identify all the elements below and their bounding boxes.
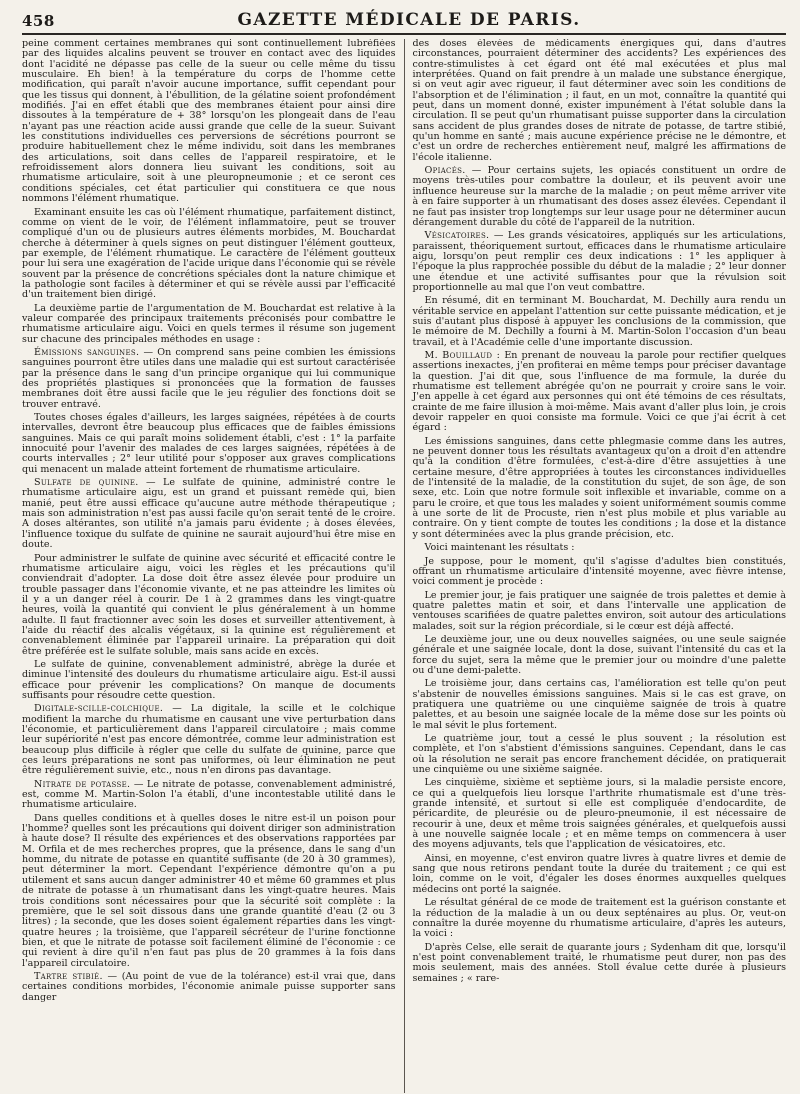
- paragraph: Je suppose, pour le moment, qu'il s'agisse d'adultes bien constitués, offrant un rhumatisme articulaire d'intensité moyenne, avec fièvre intense, voici comment je procède :: [412, 555, 786, 588]
- paragraph-text: — Les grands vésicatoires, appliqués sur les articulations, paraissent, théoriquement surtout, efficaces dans le rhumatisme articulaire aigu, lorsqu'on peut remplir ces deux indications : 1° les appliquer à l'époque la plus rapprochée possible du début de la maladie ; 2° leur donner une étendue et une activité suffisantes pour que la révulsion soit proportionnelle au mal que l'on veut combattre.: [412, 230, 786, 293]
- paragraph-text: — La digitale, la scille et le colchique modifient la marche du rhumatisme en causant une vive perturbation dans l'économie, et particulièrement dans l'appareil circulatoire ; mais comme leur supériorité n'est pas encore démontrée, comme leur administration est beaucoup plus difficile à régler que celle du sulfate de quinine, parce que ces leurs préparations ne sont pas uniformes, où leur élimination ne peut être régulièrement suivie, etc., nous n'en dirons pas davantage.: [22, 703, 396, 777]
- section-heading: Digitale-scille-colchique.: [34, 703, 164, 715]
- paragraph: [413, 166, 787, 228]
- paragraph: [22, 704, 396, 776]
- paragraph: Dans quelles conditions et à quelles doses le nitre est-il un poison pour l'homme? quelles sont les précautions qui doivent diriger son administration à haute dose? Il résulte des expériences et des observations rapportées par M. Orfila et de mes recherches propres, que la présence, dans le sang d'un homme, du nitrate de potasse en quantité suffisante (de 20 à 30 grammes), peut déterminer la mort. Cependant l'expérience démontre qu'on a pu utilement et sans aucun danger administrer 40 et même 60 grammes et plus de nitrate de potasse à un rhumatisant dans les vingt-quatre heures. Mais trois conditions sont nécessaires pour que la sécurité soit complète : la première, que le sel soit dissous dans une grande quantité d'eau (2 ou 3 litres) ; la seconde, que les doses soient également réparties dans les vingt-quatre heures ; la troisième, que l'appareil sécréteur de l'urine fonctionne bien, et que le nitrate de potasse soit facilement éliminé de l'économie : ce qui revient à dire qu'il n'en faut pas plus de 20 grammes à la fois dans l'appareil circulatoire.: [22, 812, 396, 969]
- paragraph: Pour administrer le sulfate de quinine avec sécurité et efficacité contre le rhumatisme articulaire aigu, voici les règles et les précautions qu'il conviendrait d'adopter. La dose doit être assez élevée pour produire un trouble passager dans l'économie vivante, et ne pas atteindre les limites où il y a un danger réel à courir. De 1 à 2 grammes dans les vingt-quatre heures, voilà la quantité qui convient le plus généralement à un homme adulte. Il faut fractionner avec soin les doses et surveiller attentivement, à l'aide du réactif des alcalis végétaux, si la quinine est régulièrement et convenablement éliminée par l'appareil urinaire. La préparation qui doit être préférée est le sulfate soluble, mais sans acide en excès.: [22, 552, 396, 657]
- paragraph: Toutes choses égales d'ailleurs, les larges saignées, répétées à de courts intervalles, devront être beaucoup plus efficaces que de faibles émissions sanguines. Mais ce qui paraît moins solidement établi, c'est : 1° la parfaite innocuité pour l'avenir des malades de ces larges saignées, répétées à de courts intervalles ; 2° leur utilité pour s'opposer aux graves complications qui menacent un malade atteint fortement de rhumatisme articulaire.: [22, 412, 396, 475]
- paragraph: Le premier jour, je fais pratiquer une saignée de trois palettes et demie à quatre palettes matin et soir, et dans l'intervalle une application de ventouses scarifiées de quatre palettes environ, soit autour des articulations malades, soit sur la région précordiale, si le cœur est déjà affecté.: [412, 589, 786, 632]
- paragraph-text: — Le sulfate de quinine, administré contre le rhumatisme articulaire aigu, est un grand et puissant remède qui, bien manié, peut être aussi efficace qu'aucune autre méthode thérapeutique ; mais son administration n'est pas aussi facile qu'on serait tenté de le croire. A doses altérantes, son utilité n'a jamais paru évidente ; à doses élevées, l'influence toxique du sulfate de quinine ne saurait aujourd'hui être mise en doute.: [22, 477, 396, 551]
- page-header: [22, 6, 786, 30]
- section-heading: Vésicatoires.: [424, 230, 490, 242]
- paragraph: Le quatrième jour, tout a cessé le plus souvent ; la résolution est complète, et l'on s'abstient d'émissions sanguines. Cependant, dans le cas où la résolution ne serait pas encore franchement décidée, on pratiquerait une cinquième ou une sixième saignée.: [412, 733, 786, 776]
- right-column: [405, 39, 787, 1093]
- paragraph: Ainsi, en moyenne, c'est environ quatre livres à quatre livres et demie de sang que nous retirons pendant toute la durée du traitement ; ce qui est loin, comme on le voit, d'égaler les doses énormes auxquelles quelques médecins ont porté la saignée.: [412, 852, 786, 895]
- paragraph: Le sulfate de quinine, convenablement administré, abrège la durée et diminue l'intensité des douleurs du rhumatisme articulaire aigu. Est-il aussi efficace pour prévenir les complications? On manque de documents suffisants pour résoudre cette question.: [22, 658, 396, 701]
- section-heading: Opiacés.: [424, 165, 466, 177]
- paragraph-text: — On comprend sans peine combien les émissions sanguines pourront être utiles dans une maladie qui est surtout caractérisée par la présence dans le sang d'un principe organique qui lui communique des propriétés plastiques si prononcées que la formation de fausses membranes doit être aussi facile que le jeu régulier des fonctions doit se trouver entravé.: [22, 346, 396, 410]
- section-heading: Émissions sanguines.: [34, 346, 140, 358]
- paragraph-text: En prenant de nouveau la parole pour rectifier quelques assertions inexactes, j'en profiterai en même temps pour préciser davantage la question. J'ai dit que, sous l'influence de ma formule, la durée du rhumatisme est tellement abrégée qu'on ne pourrait y croire sans le voir. J'en appelle à cet égard aux personnes qui ont été témoins de ces résultats, crainte de me faire illusion à moi-même. Mais avant d'aller plus loin, je crois devoir rappeler en quoi consiste ma formule. Voici ce que j'ai écrit à cet égard :: [412, 349, 786, 434]
- paragraph: D'après Celse, elle serait de quarante jours ; Sydenham dit que, lorsqu'il n'est point convenablement traité, le rhumatisme peut durer, non pas des mois seulement, mais des années. Stoll évalue cette durée à plusieurs semaines ; « rare-: [412, 941, 786, 984]
- paragraph-text: — Le nitrate de potasse, convenablement administré, est, comme M. Martin-Solon l'a établi, d'une incontestable utilité dans le rhumatisme articulaire.: [22, 778, 396, 811]
- paragraph: Les cinquième, sixième et septième jours, si la maladie persiste encore, ce qui a quelquefois lieu lorsque l'arthrite rhumatismale est d'une très-grande intensité, et surtout si elle est compliquée d'endocardite, de péricardite, de pleurésie ou de pleuro-pneumonie, il est nécessaire de recourir à une, deux et même trois saignées générales, et quelquefois aussi à une nouvelle saignée locale ; et en même temps on commencera à user des moyens adjuvants, tels que l'application de vésicatoires, etc.: [412, 777, 786, 851]
- section-heading: Sulfate de quinine.: [34, 477, 139, 489]
- paragraph: Le résultat général de ce mode de traitement est la guérison constante et la réduction de la maladie à un ou deux septénaires au plus. Or, veut-on connaître la durée moyenne du rhumatisme articulaire, d'après les auteurs, la voici :: [412, 897, 786, 940]
- paragraph: [22, 348, 396, 410]
- paragraph-text: — Pour certains sujets, les opiacés constituent un ordre de moyens très-utiles pour combattre la douleur, et ils peuvent avoir une influence heureuse sur la marche de la maladie ; on peut même arriver vite à en faire supporter à un rhumatisant des doses assez élevées. Cependant il ne faut pas insister trop longtemps sur leur usage pour ne déterminer aucun dérangement durable du côté de l'appareil de la nutrition.: [412, 165, 786, 228]
- speaker-name: M. Bouillaud :: [424, 349, 501, 361]
- paragraph: Examinant ensuite les cas où l'élément rhumatique, parfaitement distinct, comme on vient de le voir, de l'élément inflammatoire, peut se trouver compliqué d'un ou de plusieurs autres éléments morbides, M. Bouchardat cherche à déterminer à quels signes on peut distinguer l'élément goutteux, par exemple, de l'élément rhumatique. Le caractère de l'élément goutteux pour lui sera une exagération de l'acide urique dans l'économie qui se révèle souvent par la présence de concrétions spéciales dont la nature chimique et la pathologie sont faciles à déterminer et qui se révèle aussi par l'efficacité d'un traitement bien dirigé.: [22, 206, 396, 301]
- paragraph: Le deuxième jour, une ou deux nouvelles saignées, ou une seule saignée générale et une saignée locale, dont la dose, suivant l'intensité du cas et la force du sujet, sera la même que le premier jour ou moindre d'une palette ou d'une demi-palette.: [412, 633, 786, 676]
- page-number: 458: [22, 12, 55, 30]
- paragraph: [413, 351, 787, 434]
- paragraph: peine comment certaines membranes qui sont continuellement lubréfiées par des liquides alcalins peuvent se trouver en contact avec des liquides dont l'acidité ne dépasse pas celle de la sueur ou celle même du tissu musculaire. Eh bien! à la température du corps de l'homme cette modification, qui paraît n'avoir aucune importance, suffit cependant pour que les tissus qui donnent, à l'ébullition, de la gélatine soient profondément modifiés. J'ai en effet établi que des membranes étaient pour ainsi dire dissoutes à la température de + 38° lorsqu'on les plongeait dans de l'eau n'ayant pas une réaction acide aussi grande que celle de la sueur. Suivant les constitutions individuelles ces perversions de sécrétions pourront se produire habituellement chez le même individu, soit dans les membranes des articulations, soit dans celles de l'appareil respiratoire, et le refroidissement alors donnera lieu suivant les conditions, soit au rhumatisme articulaire, soit à une pleuropneumonie ; et ce seront ces conditions spéciales, cet état particulier qui constituera ce que nous nommons l'élément rhumatique.: [22, 39, 396, 205]
- journal-title: GAZETTE MÉDICALE DE PARIS.: [237, 10, 581, 30]
- header-rule: [22, 33, 786, 35]
- paragraph: Voici maintenant les résultats :: [424, 542, 575, 554]
- paragraph: Le troisième jour, dans certains cas, l'amélioration est telle qu'on peut s'abstenir de nouvelles émissions sanguines. Mais si le cas est grave, on pratiquera une quatrième ou une cinquième saignée de trois à quatre palettes, et au besoin une saignée locale de la même dose sur les points où le mal sévit le plus fortement.: [412, 678, 786, 731]
- left-column: [22, 39, 404, 1093]
- section-heading: Nitrate de potasse.: [34, 778, 131, 790]
- paragraph-text: — (Au point de vue de la tolérance) est-il vrai que, dans certaines conditions morbides, l'économie animale puisse supporter sans danger: [22, 970, 396, 1003]
- paragraph: [413, 231, 787, 293]
- paragraph: [22, 972, 396, 1003]
- paragraph: Les émissions sanguines, dans cette phlegmasie comme dans les autres, ne peuvent donner tous les résultats avantageux qu'on a droit d'en attendre qu'à la condition d'être formulées, c'est-à-dire d'être assujetties à une certaine mesure, d'être appropriées à toutes les circonstances individuelles de l'intensité de la maladie, de la constitution du sujet, de son âge, de son sexe, etc. Loin que notre formule soit inflexible et invariable, comme on a paru le croire, et que tous les malades y soient uniformément soumis comme à une sorte de lit de Procuste, rien n'est plus mobile et plus variable au contraire. On y tient compte de toutes les conditions ; la dose et la distance y sont déterminées avec la plus grande précision, etc.: [412, 435, 786, 540]
- paragraph: La deuxième partie de l'argumentation de M. Bouchardat est relative à la valeur comparée des principaux traitements préconisés pour combattre le rhumatisme articulaire aigu. Voici en quels termes il résume son jugement sur chacune des principales méthodes en usage :: [22, 302, 396, 345]
- section-heading: Tartre stibié.: [34, 970, 103, 982]
- paragraph: [22, 478, 396, 550]
- paragraph: des doses élevées de médicaments énergiques qui, dans d'autres circonstances, pourraient déterminer des accidents? Les expériences des contre-stimulistes à cet égard ont été mal exécutées et plus mal interprétées. Quand on fait prendre à un malade une substance énergique, si on veut agir avec rigueur, il faut déterminer avec soin les conditions de l'absorption et de l'élimination ; il faut, en un mot, connaître la quantité qui peut, dans un moment donné, exister impunément à l'état soluble dans la circulation. Il se peut qu'un rhumatisant puisse supporter dans la circulation sans accident de plus grandes doses de nitrate de potasse, de tartre stibié, qu'un homme en santé ; mais aucune expérience précise ne le démontre, et c'est un ordre de recherches entièrement neuf, malgré les affirmations de l'école italienne.: [412, 39, 786, 163]
- article-columns: [22, 39, 786, 1093]
- paragraph: En résumé, dit en terminant M. Bouchardat, M. Dechilly aura rendu un véritable service en appelant l'attention sur cette puissante médication, et je suis d'autant plus disposé à appuyer les conclusions de la commission, que le mémoire de M. Dechilly a fourni à M. Martin-Solon l'occasion d'un beau travail, et à l'Académie celle d'une importante discussion.: [412, 295, 786, 348]
- paragraph: [22, 780, 396, 811]
